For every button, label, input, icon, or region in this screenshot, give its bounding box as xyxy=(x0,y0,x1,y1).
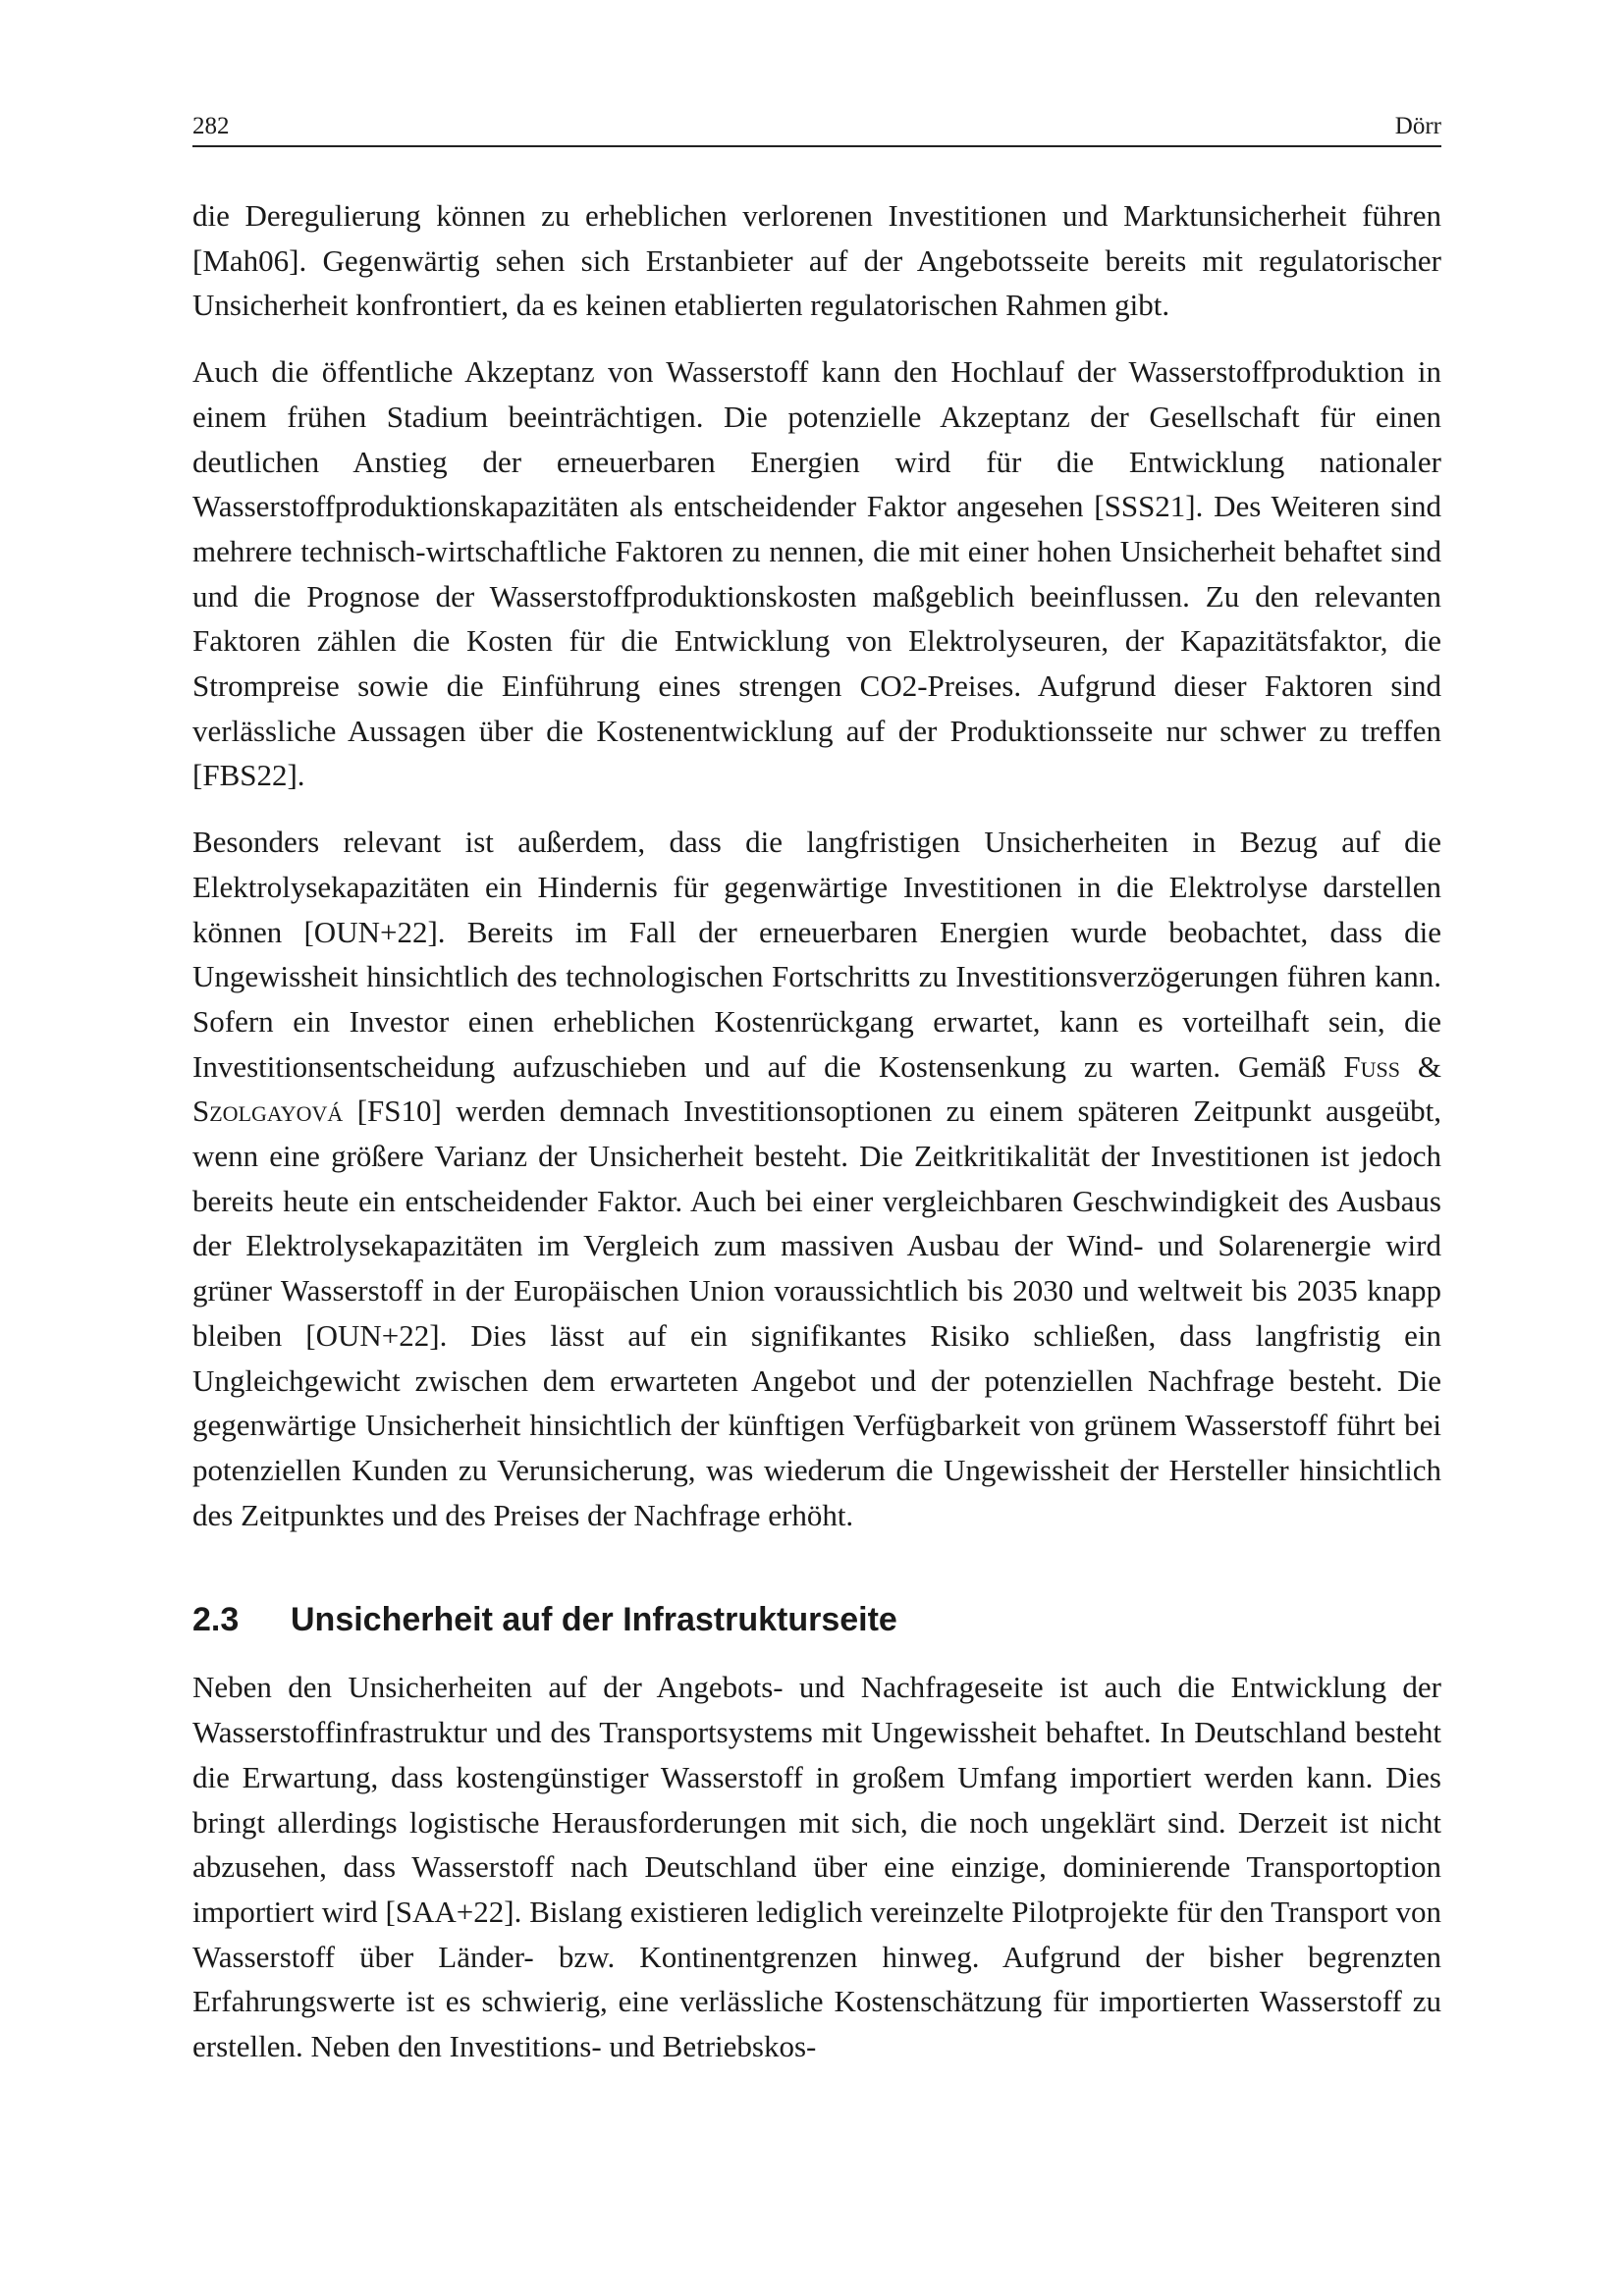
author-name-fuss: Fuss xyxy=(1343,1048,1401,1084)
paragraph-2: Auch die öffentliche Akzeptanz von Wasserstoff kann den Hochlauf der Wasserstoffproduktion in einem frühen Stadium beeinträchtigen. Die potenzielle Akzeptanz der Gesellschaft für einen deutlichen Anstieg der erneuerbaren Energien wird für die Entwicklung nationaler Wasserstoffproduktionskapazitäten als entscheidender Faktor angesehen [SSS21]. Des Weiteren sind mehrere technisch-wirtschaftliche Faktoren zu nennen, die mit einer hohen Unsicherheit behaftet sind und die Prognose der Wasserstoffproduktionskosten maßgeblich beeinflussen. Zu den relevanten Faktoren zählen die Kosten für die Entwicklung von Elektrolyseuren, der Kapazitätsfaktor, die Strompreise sowie die Einführung eines strengen CO2-Preises. Aufgrund dieser Faktoren sind verlässliche Aussagen über die Kostenentwicklung auf der Produktionsseite nur schwer zu treffen [FBS22]. xyxy=(192,354,1441,793)
section-heading xyxy=(192,1600,1441,1639)
section-title: Unsicherheit auf der Infrastrukturseite xyxy=(291,1601,897,1639)
paragraph-1: die Deregulierung können zu erheblichen verlorenen Investitionen und Marktunsicherheit führen [Mah06]. Gegenwärtig sehen sich Erstanbieter auf der Angebotsseite bereits mit regulatorischer Unsicherheit konfrontiert, da es keinen etablierten regulatorischen Rahmen gibt. xyxy=(192,198,1441,323)
page-number: 282 xyxy=(192,113,230,139)
author-name-szolgayova: Szolgayová xyxy=(192,1094,344,1129)
ampersand: & xyxy=(1417,1048,1442,1084)
running-header xyxy=(192,112,1441,147)
paragraph-3 xyxy=(192,820,1441,1537)
section-number: 2.3 xyxy=(192,1601,240,1639)
body-text xyxy=(192,193,1441,2091)
running-author: Dörr xyxy=(1394,113,1441,139)
paragraph-3-part-a: Besonders relevant ist außerdem, dass die langfristigen Unsicherheiten in Bezug auf die Elektrolysekapazitäten ein Hindernis für gegenwärtige Investitionen in die Elektrolyse darstellen können [OUN+22]. Bereits im Fall der erneuerbaren Energien wurde beobachtet, dass die Ungewissheit hinsichtlich des technologischen Fortschritts zu Investitionsverzögerungen führen kann. Sofern ein Investor einen erheblichen Kostenrückgang erwartet, kann es vorteilhaft sein, die Investitionsentscheidung aufzuschieben und auf die Kostensenkung zu warten. Gemäß xyxy=(192,825,1441,1084)
paragraph-3-part-b: [FS10] werden demnach Investitionsoptionen zu einem späteren Zeitpunkt ausgeübt, wenn eine größere Varianz der Unsicherheit besteht. Die Zeitkritikalität der Investitionen ist jedoch bereits heute ein entscheidender Faktor. Auch bei einer vergleichbaren Geschwindigkeit des Ausbaus der Elektrolysekapazitäten im Vergleich zum massiven Ausbau der Wind- und Solarenergie wird grüner Wasserstoff in der Europäischen Union voraussichtlich bis 2030 und weltweit bis 2035 knapp bleiben [OUN+22]. Dies lässt auf ein signifikantes Risiko schließen, dass langfristig ein Ungleichgewicht zwischen dem erwarteten Angebot und der potenziellen Nachfrage besteht. Die gegenwärtige Unsicherheit hinsichtlich der künftigen Verfügbarkeit von grünem Wasserstoff führt bei potenziellen Kunden zu Verunsicherung, was wiederum die Ungewissheit der Hersteller hinsichtlich des Zeitpunktes und des Preises der Nachfrage erhöht. xyxy=(192,1094,1442,1532)
paragraph-4: Neben den Unsicherheiten auf der Angebots- und Nachfrageseite ist auch die Entwicklung der Wasserstoffinfrastruktur und des Transportsystems mit Ungewissheit behaftet. In Deutschland besteht die Erwartung, dass kostengünstiger Wasserstoff in großem Umfang importiert werden kann. Dies bringt allerdings logistische Herausforderungen mit sich, die noch ungeklärt sind. Derzeit ist nicht abzusehen, dass Wasserstoff nach Deutschland über eine einzige, dominierende Transportoption importiert wird [SAA+22]. Bislang existieren lediglich vereinzelte Pilotprojekte für den Transport von Wasserstoff über Länder- bzw. Kontinentgrenzen hinweg. Aufgrund der bisher begrenzten Erfahrungswerte ist es schwierig, eine verlässliche Kostenschätzung für importierten Wasserstoff zu erstellen. Neben den Investitions- und Betriebskos- xyxy=(192,1670,1441,2064)
